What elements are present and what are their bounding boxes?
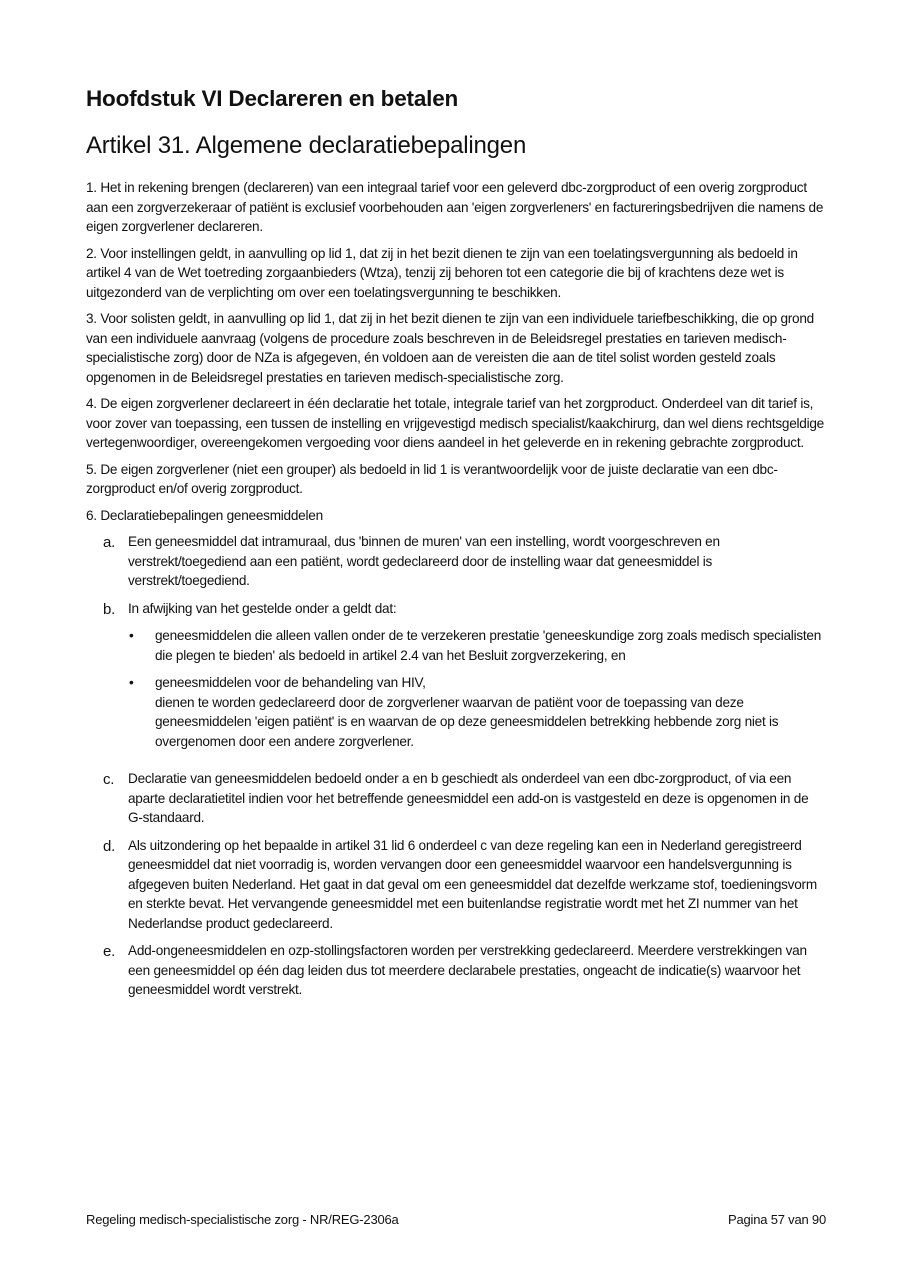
page-footer [86,1212,826,1227]
subitem-label: b. [103,600,116,618]
list-item-continuation: dienen te worden gedeclareerd door de zorgverlener waarvan de patiënt voor de toepassing van deze geneesmiddelen 'eigen patiënt' is en waarvan de op deze geneesmiddelen betrekking hebbende zorg niet is overgenomen door een andere zorgverlener. [155,694,779,749]
subitem-a [86,532,826,591]
list-item-text: geneesmiddelen voor de behandeling van HIV, [155,675,426,690]
subitem-b [86,599,826,752]
bullet-icon: • [129,628,134,643]
bullet-icon: • [129,675,134,690]
page-number: Pagina 57 van 90 [728,1212,826,1227]
subitem-text: Als uitzondering op het bepaalde in artikel 31 lid 6 onderdeel c van deze regeling kan een in Nederland geregistreerd geneesmiddel dat niet voorradig is, worden vervangen door een geneesmiddel waarvoor een handelsvergunning is afgegeven buiten Nederland. Het gaat in dat geval om een geneesmiddel dat dezelfde werkzame stof, toedieningsvorm en sterkte bevat. Het vervangende geneesmiddel met een buitenlandse registratie wordt met het ZI nummer van het Nederlandse product gedeclareerd. [128,837,817,931]
subitem-label: a. [103,534,116,551]
paragraph-4: 4. De eigen zorgverlener declareert in één declaratie het totale, integrale tarief van het zorgproduct. Onderdeel van dit tarief is, voor zover van toepassing, een tussen de instelling en vrijgevestigd medisch specialist/kaakchirurg, dan wel diens rechtsgeldige vertegenwoordiger, overeengekomen vergoeding voor diens aandeel in het geleverde en in rekening gebrachte zorgproduct. [86,396,824,450]
spacer [86,759,826,769]
paragraph-2: 2. Voor instellingen geldt, in aanvulling op lid 1, dat zij in het bezit dienen te zijn van een toelatingsvergunning als bedoeld in artikel 4 van de Wet toetreding zorgaanbieders (Wtza), tenzij zij behoren tot een categorie die bij of krachtens deze wet is uitgezonderd van de verplichting om over een toelatingsvergunning te beschikken. [86,245,798,300]
subitem-label: c. [103,771,115,788]
subitem-c [86,769,826,828]
bullet-list [128,626,826,751]
article-title: Artikel 31. Algemene declaratiebepalingen [86,132,527,159]
chapter-title: Hoofdstuk VI Declareren en betalen [86,86,459,111]
paragraph-5: 5. De eigen zorgverlener (niet een grouper) als bedoeld in lid 1 is verantwoordelijk voor de juiste declaratie van een dbc-zorgproduct en/of overig zorgproduct. [86,461,778,496]
subitem-text: Declaratie van geneesmiddelen bedoeld onder a en b geschiedt als onderdeel van een dbc-zorgproduct, of via een aparte declaratietitel indien voor het betreffende geneesmiddel een add-on is vastgesteld en deze is opgenomen in de G-standaard. [128,771,809,825]
list-item-text: geneesmiddelen die alleen vallen onder de te verzekeren prestatie 'geneeskundige zorg zoals medisch specialisten die plegen te bieden' als bedoeld in artikel 2.4 van het Besluit zorgverzekering, en [155,628,822,663]
subitem-label: d. [103,837,116,855]
subitem-text: Add-ongeneesmiddelen en ozp-stollingsfactoren worden per verstrekking gedeclareerd. Meerdere verstrekkingen van een geneesmiddel op één dag leiden dus tot meerdere declarabele prestaties, ongeacht de indicatie(s) waarvoor het geneesmiddel wordt verstrekt. [128,943,807,997]
subitem-label: e. [103,943,116,960]
paragraph-6: 6. Declaratiebepalingen geneesmiddelen [86,507,323,523]
subitem-text: In afwijking van het gestelde onder a geldt dat: [128,600,397,616]
subitem-e [86,941,826,1000]
paragraph-3: 3. Voor solisten geldt, in aanvulling op lid 1, dat zij in het bezit dienen te zijn van een individuele tariefbeschikking, die op grond van een individuele aanvraag (volgens de procedure zoals beschreven in de Beleidsregel prestaties en tarieven medisch-specialistische zorg) door de NZa is afgegeven, én voldoen aan de vereisten die aan de titel solist worden gesteld zoals opgenomen in de Beleidsregel prestaties en tarieven medisch-specialistische zorg. [86,311,814,385]
paragraph-1: 1. Het in rekening brengen (declareren) van een integraal tarief voor een geleverd dbc-zorgproduct of een overig zorgproduct aan een zorgverzekeraar of patiënt is exclusief voorbehouden aan 'eigen zorgverleners' en factureringsbedrijven die namens de eigen zorgverlener declareren. [86,180,824,234]
footer-document-reference: Regeling medisch-specialistische zorg - NR/REG-2306a [86,1212,399,1227]
subitem-text: Een geneesmiddel dat intramuraal, dus 'binnen de muren' van een instelling, wordt voorgeschreven en verstrekt/toegediend aan een patiënt, wordt gedeclareerd door de instelling waar dat geneesmiddel is verstrekt/toegediend. [128,534,720,588]
article-body [86,178,826,1008]
list-item [128,626,826,665]
subitem-d [86,836,826,934]
list-item [128,673,826,751]
